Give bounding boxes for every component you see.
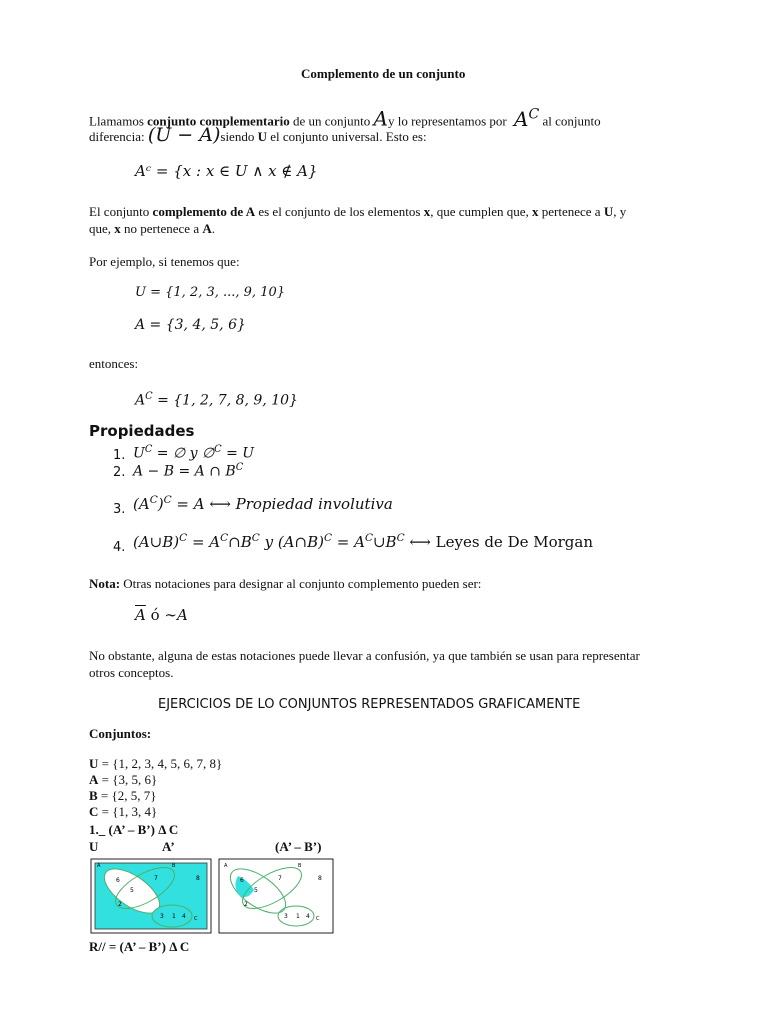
intro-text: el conjunto universal. Esto es: bbox=[270, 129, 427, 144]
propiedades-heading: Propiedades bbox=[89, 422, 195, 440]
example-U: U = {1, 2, 3, ..., 9, 10} bbox=[135, 285, 286, 300]
venn-number: 7 bbox=[278, 875, 282, 882]
venn-letter-A: A bbox=[224, 863, 228, 869]
intro-text: al conjunto bbox=[542, 113, 601, 129]
symbol-A: A bbox=[373, 106, 388, 131]
prop-1-formula: $U^C$ = ∅ y ∅$^C$ = U bbox=[133, 444, 255, 462]
example-A: A = {3, 4, 5, 6} bbox=[135, 317, 246, 333]
venn-letter-A: A bbox=[97, 863, 101, 869]
entonces: entonces: bbox=[89, 356, 139, 371]
ejercicios-heading: EJERCICIOS DE LO CONJUNTOS REPRESENTADOS GRAFICAMENTE bbox=[158, 697, 581, 712]
venn-letter-C: C bbox=[194, 916, 198, 922]
venn-number: 5 bbox=[254, 887, 258, 894]
venn-number: 8 bbox=[196, 875, 200, 882]
venn-number: 2 bbox=[244, 901, 248, 908]
para2-line-2: que, x no pertenece a A. bbox=[89, 221, 215, 236]
diagram-label-a: A’ bbox=[162, 839, 175, 854]
set-U: U = {1, 2, 3, 4, 5, 6, 7, 8} bbox=[89, 756, 223, 771]
venn-number: 7 bbox=[154, 875, 158, 882]
example-intro: Por ejemplo, si tenemos que: bbox=[89, 254, 240, 269]
intro-text: de un conjunto bbox=[293, 113, 371, 129]
diagram-label-ab: (A’ – B’) bbox=[275, 839, 322, 854]
venn-number: 3 bbox=[284, 913, 288, 920]
prop-1-number: 1. bbox=[113, 448, 126, 463]
set-B: B = {2, 5, 7} bbox=[89, 788, 157, 803]
obstante-line-2: otros conceptos. bbox=[89, 665, 174, 680]
intro-bold-term: conjunto complementario bbox=[147, 113, 290, 129]
definition-formula: Aᶜ = {x : x ∈ U ∧ x ∉ A} bbox=[135, 162, 318, 180]
venn-number: 1 bbox=[172, 913, 176, 920]
venn-diagram-A-minus-B bbox=[218, 858, 334, 934]
diagram-label-u: U bbox=[89, 839, 99, 854]
exercise-1: 1._ (A’ – B’) Δ C bbox=[89, 822, 179, 837]
venn-number: 4 bbox=[182, 913, 186, 920]
prop-3-formula: $(A^C)^C = A$ ⟷ Propiedad involutiva bbox=[133, 494, 393, 513]
venn-number: 2 bbox=[118, 901, 122, 908]
prop-2-number: 2. bbox=[113, 465, 126, 480]
venn-letter-B: B bbox=[172, 863, 176, 869]
formula-U-minus-A: (U − A) bbox=[147, 124, 221, 146]
venn-number: 4 bbox=[306, 913, 310, 920]
venn-number: 1 bbox=[296, 913, 300, 920]
answer-line: R// = (A’ – B’) Δ C bbox=[89, 939, 190, 954]
para2-line-1: El conjunto complemento de A es el conjunto de los elementos x, que cumplen que, x pertenece a U, y bbox=[89, 204, 627, 219]
set-C: C = {1, 3, 4} bbox=[89, 804, 158, 819]
symbol-AC: $A^C$ bbox=[514, 106, 540, 131]
venn-number: 5 bbox=[130, 887, 134, 894]
venn-number: 8 bbox=[318, 875, 322, 882]
intro-line-2 bbox=[89, 124, 427, 146]
venn-number: 3 bbox=[160, 913, 164, 920]
intro-text: diferencia: bbox=[89, 129, 145, 144]
conjuntos-label: Conjuntos: bbox=[89, 726, 152, 741]
example-result: $A^C = \{1$, 2, 7, 8, 9, 10} bbox=[135, 391, 298, 409]
prop-4-number: 4. bbox=[113, 540, 126, 555]
venn-letter-C: C bbox=[316, 916, 320, 922]
prop-2-formula: A − B = A ∩ $B^C$ bbox=[133, 462, 244, 480]
venn-number: 6 bbox=[240, 877, 244, 884]
prop-3-number: 3. bbox=[113, 502, 126, 517]
prop-4-formula: (A∪B)$^C$ = $A^C\cap B^C$ y (A∩B)$^C$ = $A^C\cup B^C$ ⟷ Leyes de De Morgan bbox=[133, 532, 594, 551]
venn-letter-B: B bbox=[298, 863, 302, 869]
page-title: Complemento de un conjunto bbox=[301, 66, 466, 81]
venn-diagram-A-complement bbox=[90, 858, 212, 934]
intro-text: siendo bbox=[220, 129, 255, 144]
intro-text: y lo representamos por bbox=[387, 113, 507, 129]
obstante-line-1: No obstante, alguna de estas notaciones puede llevar a confusión, ya que también se usan para representar bbox=[89, 648, 640, 663]
intro-text: Llamamos bbox=[89, 113, 144, 129]
intro-bold-U: U bbox=[257, 129, 267, 144]
set-A: A = {3, 5, 6} bbox=[89, 772, 158, 787]
nota-line: Nota: Otras notaciones para designar al conjunto complemento pueden ser: bbox=[89, 576, 482, 591]
venn-number: 6 bbox=[116, 877, 120, 884]
nota-formula: $\overline{A}$ ó ∼A bbox=[135, 606, 188, 624]
